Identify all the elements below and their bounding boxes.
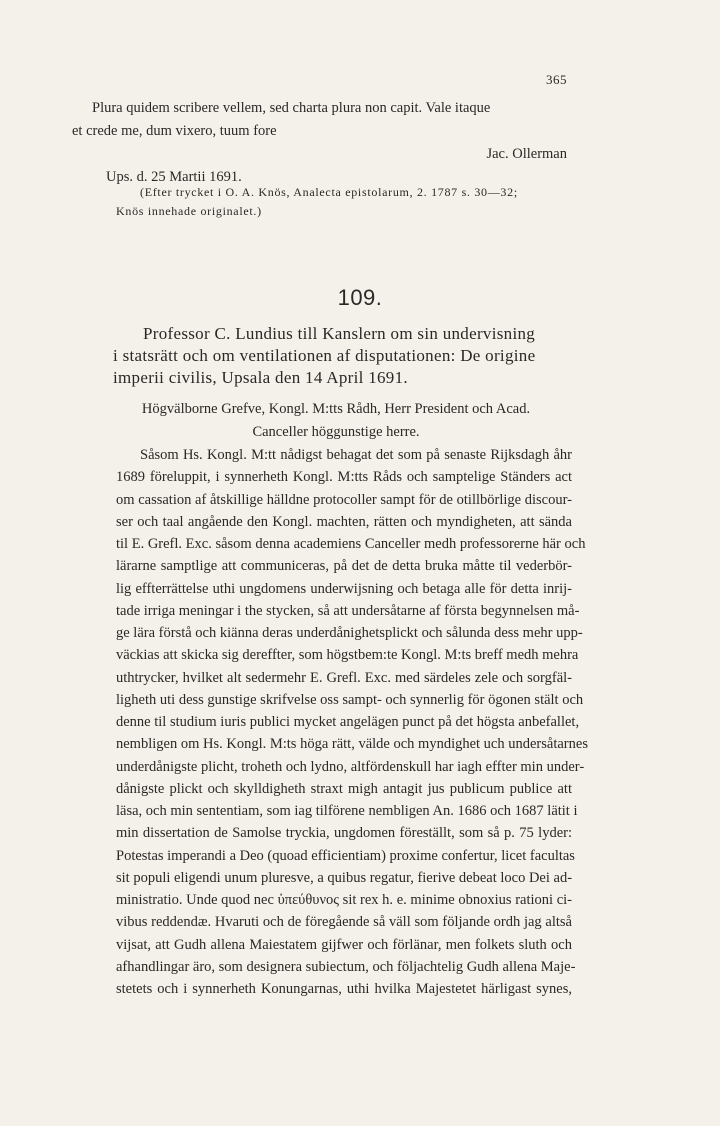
- body-line: väckias att skicka sig dereffter, som högstbem:te Kongl. M:ts breff medh mehra: [116, 647, 579, 664]
- body-line: til E. Grefl. Exc. såsom denna academiens Canceller medh professorerne här och: [116, 536, 586, 552]
- letter-closing-line: Plura quidem scribere vellem, sed charta plura non capit. Vale itaque: [92, 100, 491, 116]
- body-line: Potestas imperandi a Deo (quoad efficientiam) proxime confertur, licet facultas: [116, 847, 575, 864]
- body-line: ser och taal angående den Kongl. machten, rätten och myndigheten, att sända: [116, 513, 572, 530]
- letter-closing-text: [72, 97, 572, 143]
- body-line: om cassation af åtskillige hälldne protocoller sampt för de otillbörlige discour-: [116, 491, 572, 508]
- body-line: vijsat, att Gudh allena Maiestatem gijfwer och förlänar, men folkets sluth och: [116, 936, 572, 953]
- body-line: lärarne samptlige att communiceras, på det de detta bruka måtte til vederbör-: [116, 558, 572, 575]
- body-line: tade irriga meningar i the stycken, så att undersåtarne af första begynnelsen må-: [116, 602, 580, 619]
- body-line: uthtrycker, hvilket alt sedermehr E. Grefl. Exc. med särdeles zele och sorgfäl-: [116, 669, 572, 686]
- document-number: 109.: [337, 285, 383, 310]
- letter-body: [116, 444, 588, 1000]
- document-heading: [113, 323, 573, 389]
- letter-date: Ups. d. 25 Martii 1691.: [106, 169, 242, 185]
- page-number: 365: [546, 72, 567, 87]
- letter-closing-line: et crede me, dum vixero, tuum fore: [72, 123, 277, 139]
- body-line: ministratio. Unde quod nec ὑπεύθυνος sit rex h. e. minime obnoxius rationi ci-: [116, 892, 572, 908]
- source-note-line: Knös innehade originalet.): [116, 204, 262, 218]
- body-line: min dissertation de Samolse tryckia, ungdomen föreställt, som så p. 75 lyder:: [116, 825, 572, 842]
- body-line: afhandlingar äro, som designera subiectum, och följachtelig Gudh allena Maje-: [116, 958, 576, 975]
- body-line: sit populi eligendi unum pluresve, a quibus regatur, fierive debeat loco Dei ad-: [116, 869, 573, 886]
- body-line: stetets och i synnerheth Konungarnas, uthi hvilka Majestetet härligast synes,: [116, 981, 572, 997]
- letter-signature: Jac. Ollerman: [486, 146, 567, 162]
- heading-line: i statsrätt och om ventilationen af disputationen: De origine: [113, 346, 536, 365]
- body-line: ligheth uti dess gunstige skrifvelse oss sampt- och synnerlig för ögonen stält och: [116, 691, 584, 708]
- salutation-line: Canceller höggunstige herre.: [252, 424, 420, 440]
- body-line: vibus reddendæ. Hvaruti och de föregående så väll som följande ordh jag altså: [116, 914, 572, 931]
- body-line: läsa, och min sententiam, som iag tilförene nembligen An. 1686 och 1687 lätit i: [116, 803, 578, 819]
- salutation-line: Högvälborne Grefve, Kongl. M:tts Rådh, Herr President och Acad.: [141, 401, 531, 417]
- body-line: lig effterrättelse uthi ungdomens underwijsning och betaga alle för detta inrij-: [116, 580, 572, 597]
- body-line: denne til studium iuris publici mycket angelägen punct på det högsta anbefallet,: [116, 714, 580, 730]
- body-line: 1689 föreluppit, i synnerheth Kongl. M:tts Råds och samptelige Ständers act: [116, 469, 572, 486]
- body-line: Såsom Hs. Kongl. M:tt nådigst behagat det som på senaste Rijksdagh åhr: [140, 447, 572, 463]
- body-line: nembligen om Hs. Kongl. M:ts höga rätt, välde och myndighet uch undersåtarnes: [116, 736, 588, 753]
- body-line: dånigste plickt och skylldigheth straxt migh antagit jus publicum publice att: [116, 780, 572, 797]
- salutation: [100, 398, 572, 444]
- source-note: [116, 183, 572, 221]
- heading-line: imperii civilis, Upsala den 14 April 1691.: [113, 368, 408, 387]
- letter-closing: [72, 97, 572, 189]
- heading-line: Professor C. Lundius till Kanslern om sin undervisning: [143, 324, 536, 343]
- body-line: ge lära förstå och kiänna deras underdånighetsplickt och sålunda dess mehr upp-: [116, 625, 583, 641]
- source-note-line: (Efter trycket i O. A. Knös, Analecta epistolarum, 2. 1787 s. 30—32;: [140, 185, 518, 199]
- body-line: underdånigste plicht, troheth och lydno, altfördenskull har iagh effter min under-: [116, 758, 585, 775]
